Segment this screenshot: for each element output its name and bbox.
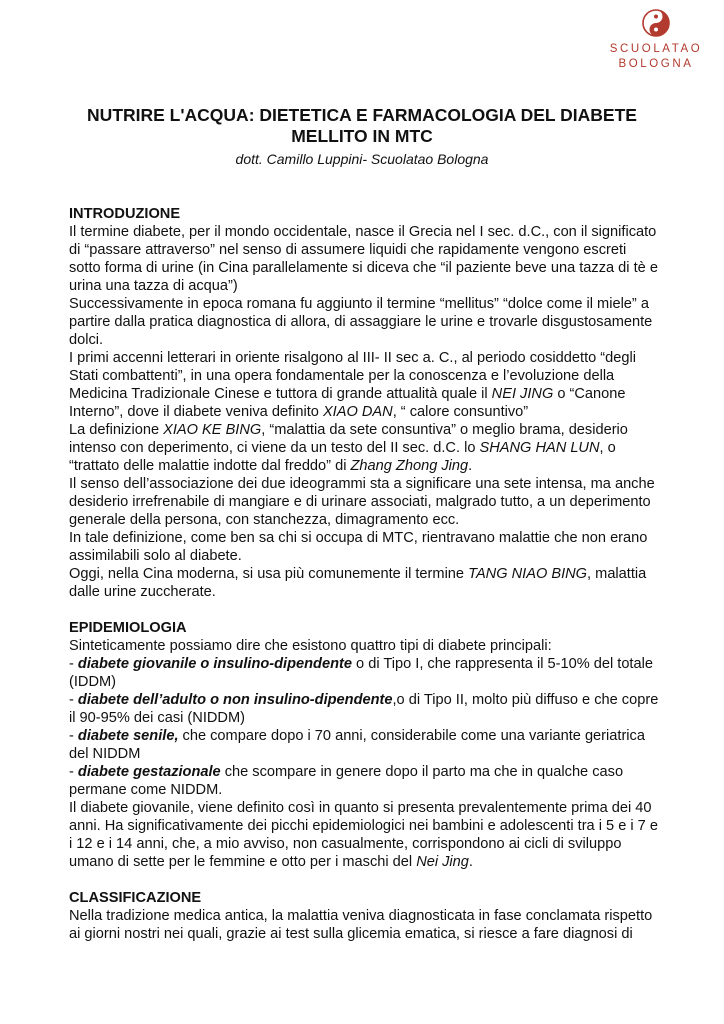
list-item: - diabete giovanile o insulino-dipendente o di Tipo I, che rappresenta il 5-10% del totale (IDDM) — [69, 656, 653, 690]
paragraph: Sinteticamente possiamo dire che esistono quattro tipi di diabete principali: — [69, 638, 552, 654]
section-heading-introduzione: INTRODUZIONE — [69, 206, 181, 222]
paragraph: Nella tradizione medica antica, la malattia veniva diagnosticata in fase conclamata rispetto ai giorni nostri nei quali, grazie ai test sulla glicemia ematica, si riesce a fare diagnosi di — [69, 908, 653, 942]
document-body — [69, 205, 659, 943]
document-author: dott. Camillo Luppini- Scuolatao Bologna — [235, 151, 489, 167]
paragraph: I primi accenni letterari in oriente risalgono al III- II sec a. C., al periodo cosiddetto “degli Stati combattenti”, in una opera fondamentale per la conoscenza e l’evoluzione della Medicina Tradizionale Cinese e tuttora di grande attualità quale il NEI JING o “Canone Interno”, dove il diabete veniva definito XIAO DAN, “ calore consuntivo” — [69, 350, 636, 420]
list-item: - diabete senile, che compare dopo i 70 anni, considerabile come una variante geriatrica del NIDDM — [69, 728, 645, 762]
paragraph: Il senso dell’associazione dei due ideogrammi sta a significare una sete intensa, ma anche desiderio irrefrenabile di mangiare e di urinare associati, malgrado tutto, a un deperimento generale della persona, con stanchezza, dimagramento ecc. — [69, 476, 655, 528]
paragraph: Successivamente in epoca romana fu aggiunto il termine “mellitus” “dolce come il miele” a partire dalla pratica diagnostica di allora, di assaggiare le urine e trovarle disgustosamente dolci. — [69, 296, 653, 348]
logo-text-line2: BOLOGNA — [618, 58, 694, 70]
paragraph: In tale definizione, come ben sa chi si occupa di MTC, rientravano malattie che non erano assimilabili solo al diabete. — [69, 530, 648, 564]
list-item: - diabete dell’adulto o non insulino-dipendente,o di Tipo II, molto più diffuso e che copre il 90-95% dei casi (NIDDM) — [69, 692, 659, 726]
yin-yang-icon — [641, 8, 671, 38]
school-logo — [600, 8, 712, 98]
paragraph: Il termine diabete, per il mondo occidentale, nasce il Grecia nel I sec. d.C., con il significato di “passare attraverso” nel senso di assumere liquidi che rapidamente vengono escreti sotto forma di urine (in Cina parallelamente si diceva che “il paziente beve una tazza di tè e urina una tazza di acqua”) — [69, 224, 658, 294]
paragraph: Oggi, nella Cina moderna, si usa più comunemente il termine TANG NIAO BING, malattia dalle urine zuccherate. — [69, 566, 647, 600]
document-title: NUTRIRE L'ACQUA: DIETETICA E FARMACOLOGIA DEL DIABETE MELLITO IN MTC — [87, 105, 637, 146]
list-item: - diabete gestazionale che scompare in genere dopo il parto ma che in qualche caso permane come NIDDM. — [69, 764, 624, 798]
section-heading-classificazione: CLASSIFICAZIONE — [69, 890, 202, 906]
section-heading-epidemiologia: EPIDEMIOLOGIA — [69, 620, 187, 636]
paragraph: Il diabete giovanile, viene definito così in quanto si presenta prevalentemente prima dei 40 anni. Ha significativamente dei picchi epidemiologici nei bambini e adolescenti tra i 5 e i 7 e i 12 e i 14 anni, che, a mio avviso, non casualmente, corrispondono ai cicli di sviluppo umano di sette per le femmine e otto per i maschi del Nei Jing. — [69, 800, 658, 870]
logo-text-line1: SCUOLATAO — [609, 43, 703, 55]
paragraph: La definizione XIAO KE BING, “malattia da sete consuntiva” o meglio brama, desiderio intenso con deperimento, ci viene da un testo del II sec. d.C. lo SHANG HAN LUN, o “trattato delle malattie indotte dal freddo” di Zhang Zhong Jing. — [69, 422, 628, 474]
